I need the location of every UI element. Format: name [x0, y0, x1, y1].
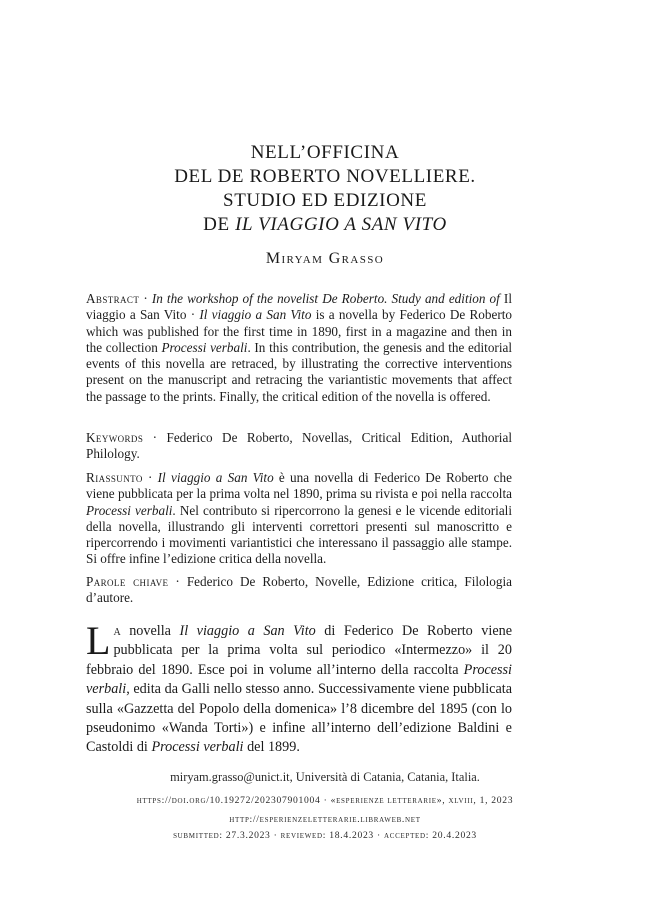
- first-letters: a: [113, 623, 121, 639]
- title-line-4-prefix: DE: [203, 214, 236, 235]
- body-work-title: Il viaggio a San Vito: [179, 623, 316, 639]
- riassunto-collection-title: Processi verbali: [86, 502, 173, 518]
- body-text-3: , edita da Galli nello stesso anno. Successivamente viene pubblicata sulla «Gazzetta del Popolo della domenica» l’8 dicembre del 1895 (con lo pseudonimo «Wanda Torti») e infine all’interno dell’edizione Baldini e Castoldi di: [86, 681, 512, 756]
- title-line-2: DEL DE ROBERTO NOVELLIERE.: [174, 166, 476, 187]
- drop-cap: L: [86, 618, 111, 663]
- title-line-4: [0, 213, 650, 237]
- riassunto-text-2: . Nel contributo si ripercorrono la genesi e le vicende editoriali della novella, illustrando gli interventi correttori presenti sul manoscritto e ripercorrendo i movimenti variantistici che interessano il passaggio alle stampe. Si offre infine l’edizione critica della novella.: [86, 502, 513, 567]
- title-line-3: STUDIO ED EDIZIONE: [223, 190, 427, 211]
- riassunto-text-1: è una novella di Federico De Roberto che viene pubblicata per la prima volta nel 1890, prima su rivista e poi nella raccolta: [86, 470, 512, 502]
- keywords-text: Federico De Roberto, Novellas, Critical Edition, Authorial Philology.: [86, 430, 512, 462]
- keywords-paragraph: [86, 430, 512, 463]
- riassunto-label: Riassunto: [86, 470, 143, 485]
- journal-url: http://esperienzeletterarie.libraweb.net: [229, 814, 421, 825]
- body-collection-title: Processi verbali: [86, 661, 512, 698]
- keywords-separator: ·: [143, 430, 167, 445]
- abstract-text-1: is a novella by Federico De Roberto which was published for the first time in 1890, first in a magazine and then in the collection: [86, 307, 512, 355]
- abstract-text-2: . In this contribution, the genesis and the editorial events of this novella are retraced, by illustrating the corrective interventions present on the manuscript and retracing the variantistic movements that affect the passage to the prints. Finally, the critical edition of the novella is offered.: [86, 339, 513, 404]
- riassunto-paragraph: [86, 470, 512, 568]
- body-text-4: del 1899.: [243, 739, 300, 756]
- keywords-label: Keywords: [86, 430, 144, 445]
- body-text-2: di Federico De Roberto viene pubblicata per la prima volta sul periodico «Intermezzo» il 20 febbraio del 1890. Esce poi in volume all’interno della raccolta: [86, 623, 513, 678]
- abstract-english-title: In the workshop of the novelist De Roberto. Study and edition of: [151, 291, 500, 306]
- body-text-1: novella: [120, 623, 180, 639]
- author-name: Miryam Grasso: [265, 250, 385, 267]
- parole-chiave-paragraph: [86, 574, 512, 607]
- title-line-4-italic: IL VIAGGIO A SAN VITO: [235, 214, 447, 235]
- abstract-work-title: Il viaggio a San Vito: [199, 307, 312, 323]
- submission-dates: submitted: 27.3.2023 · reviewed: 18.4.2023 · accepted: 20.4.2023: [173, 830, 477, 841]
- article-title: [0, 141, 650, 237]
- author-affiliation: miryam.grasso@unict.it, Università di Catania, Catania, Italia.: [170, 770, 480, 784]
- parole-chiave-text: Federico De Roberto, Novelle, Edizione critica, Filologia d’autore.: [86, 574, 512, 606]
- doi-line: https://doi.org/10.19272/202307901004 · «esperienze letterarie», xlviii, 1, 2023: [136, 795, 514, 806]
- abstract-separator: ·: [139, 291, 152, 306]
- parole-chiave-separator: ·: [168, 574, 187, 589]
- title-line-1: NELL’OFFICINA: [250, 142, 400, 163]
- riassunto-work-title: Il viaggio a San Vito: [157, 470, 274, 485]
- abstract-paragraph: [86, 291, 512, 405]
- abstract-collection-title: Processi verbali: [161, 339, 248, 355]
- riassunto-separator: ·: [142, 470, 158, 485]
- abstract-title-rest: Il viaggio a San Vito ·: [86, 291, 512, 323]
- abstract-label: Abstract: [86, 291, 140, 306]
- body-collection-title-2: Processi verbali: [151, 739, 244, 756]
- body-paragraph: [86, 618, 513, 758]
- parole-chiave-label: Parole chiave: [86, 574, 169, 589]
